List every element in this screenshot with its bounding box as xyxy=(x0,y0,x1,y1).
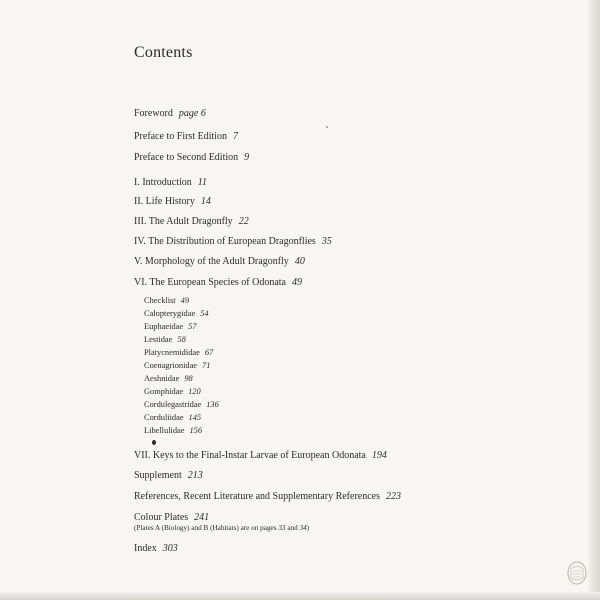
plates-note-middle: and xyxy=(285,524,300,532)
toc-entry-introduction xyxy=(134,177,207,189)
plates-note-suffix: ) xyxy=(306,524,310,532)
toc-subentry-lestidae xyxy=(144,335,186,345)
toc-subentry-title: Coenagrionidae xyxy=(144,361,198,370)
toc-entry-title: VII. Keys to the Final-Instar Larvae of European Odonata xyxy=(134,450,366,461)
toc-subentry-coenagrionidae xyxy=(144,361,210,371)
toc-entry-page: 49 xyxy=(292,277,302,288)
toc-entry-title: Index xyxy=(134,543,157,554)
toc-subentry-page: 145 xyxy=(188,413,202,422)
toc-entry-title: II. Life History xyxy=(134,196,195,207)
toc-entry-page: 35 xyxy=(321,236,332,247)
toc-entry-page: 223 xyxy=(386,491,401,502)
toc-entry-larvae-keys xyxy=(134,450,387,462)
toc-entry-title: Colour Plates xyxy=(134,512,189,523)
toc-entry-title: Preface to Second Edition xyxy=(134,152,239,163)
page-edge-shadow-bottom xyxy=(0,592,600,600)
toc-entry-page: 303 xyxy=(162,543,178,554)
toc-subentry-page: 58 xyxy=(177,335,186,344)
toc-entry-references xyxy=(134,491,401,503)
toc-entry-page: 194 xyxy=(371,450,387,461)
toc-subentry-title: Cordulegastridae xyxy=(144,400,202,409)
toc-entry-title: V. Morphology of the Adult Dragonfly xyxy=(134,256,289,267)
toc-subentry-title: Platycnemididae xyxy=(144,348,200,357)
toc-subentry-page: 67 xyxy=(204,348,214,357)
toc-subentry-euphaeidae xyxy=(144,322,196,332)
toc-subentry-title: Euphaeidae xyxy=(144,322,184,331)
plates-note-prefix: (Plates A (Biology) and B (Habitats) are on pages xyxy=(134,524,279,532)
toc-entry-page: 241 xyxy=(194,512,210,523)
toc-entry-title: VI. The European Species of Odonata xyxy=(134,277,286,288)
toc-entry-page: page 6 xyxy=(178,108,206,119)
toc-entry-preface-second xyxy=(134,152,249,164)
toc-subentry-title: Checklist xyxy=(144,296,176,305)
toc-subentry-page: 98 xyxy=(184,374,193,383)
toc-entry-title: I. Introduction xyxy=(134,177,192,188)
toc-entry-foreword xyxy=(134,108,206,120)
toc-entry-page: 40 xyxy=(294,256,305,267)
toc-subentry-page: 156 xyxy=(189,426,203,435)
toc-subentry-page: 136 xyxy=(206,400,219,409)
toc-entry-page: 11 xyxy=(197,177,208,188)
toc-entry-preface-first xyxy=(134,131,238,143)
toc-subentry-page: 71 xyxy=(202,361,211,370)
toc-subentry-cordulegastridae xyxy=(144,400,219,410)
toc-entry-title: IV. The Distribution of European Dragonflies xyxy=(134,236,316,247)
toc-entry-title: Foreword xyxy=(134,108,173,119)
toc-entry-title: References, Recent Literature and Supplementary References xyxy=(134,491,380,502)
toc-entry-colour-plates xyxy=(134,512,209,524)
toc-subentry-title: Libellulidae xyxy=(144,426,185,435)
library-stamp-icon xyxy=(566,560,588,586)
toc-subentry-page: 54 xyxy=(200,309,209,318)
toc-subentry-platycnemididae xyxy=(144,348,213,358)
toc-entry-life-history xyxy=(134,196,211,208)
toc-subentry-calopterygidae xyxy=(144,309,209,319)
toc-entry-page: 9 xyxy=(244,152,250,163)
toc-entry-page: 22 xyxy=(238,216,249,227)
toc-subentry-checklist xyxy=(144,296,189,306)
toc-entry-page: 213 xyxy=(187,470,203,481)
page-edge-shadow-right xyxy=(588,0,600,600)
toc-entry-title: III. The Adult Dragonfly xyxy=(134,216,233,227)
toc-subentry-title: Corduliidae xyxy=(144,413,184,422)
ink-speck xyxy=(152,440,156,445)
toc-subentry-page: 120 xyxy=(188,387,201,396)
contents-heading: Contents xyxy=(134,44,193,61)
toc-subentry-title: Aeshnidae xyxy=(144,374,180,383)
toc-entry-european-species xyxy=(134,277,302,289)
toc-entry-title: Supplement xyxy=(134,470,182,481)
toc-subentry-libellulidae xyxy=(144,426,202,436)
toc-subentry-title: Gomphidae xyxy=(144,387,184,396)
toc-subentry-gomphidae xyxy=(144,387,201,397)
paper-speck xyxy=(326,126,328,128)
colour-plates-note xyxy=(134,524,309,533)
toc-subentry-title: Lestidae xyxy=(144,335,173,344)
toc-entry-morphology xyxy=(134,256,305,268)
plates-note-page-a: 33 xyxy=(278,524,286,532)
toc-entry-supplement xyxy=(134,470,203,482)
toc-entry-page: 14 xyxy=(200,196,211,207)
toc-entry-page: 7 xyxy=(233,131,239,142)
toc-subentry-aeshnidae xyxy=(144,374,193,384)
toc-entry-adult-dragonfly xyxy=(134,216,249,228)
toc-subentry-page: 57 xyxy=(188,322,197,331)
toc-entry-title: Preface to First Edition xyxy=(134,131,228,142)
plates-note-page-b: 34 xyxy=(299,524,307,532)
toc-subentry-title: Calopterygidae xyxy=(144,309,196,318)
toc-entry-index xyxy=(134,543,178,555)
toc-entry-distribution xyxy=(134,236,332,248)
toc-subentry-page: 49 xyxy=(180,296,190,305)
toc-subentry-corduliidae xyxy=(144,413,201,423)
